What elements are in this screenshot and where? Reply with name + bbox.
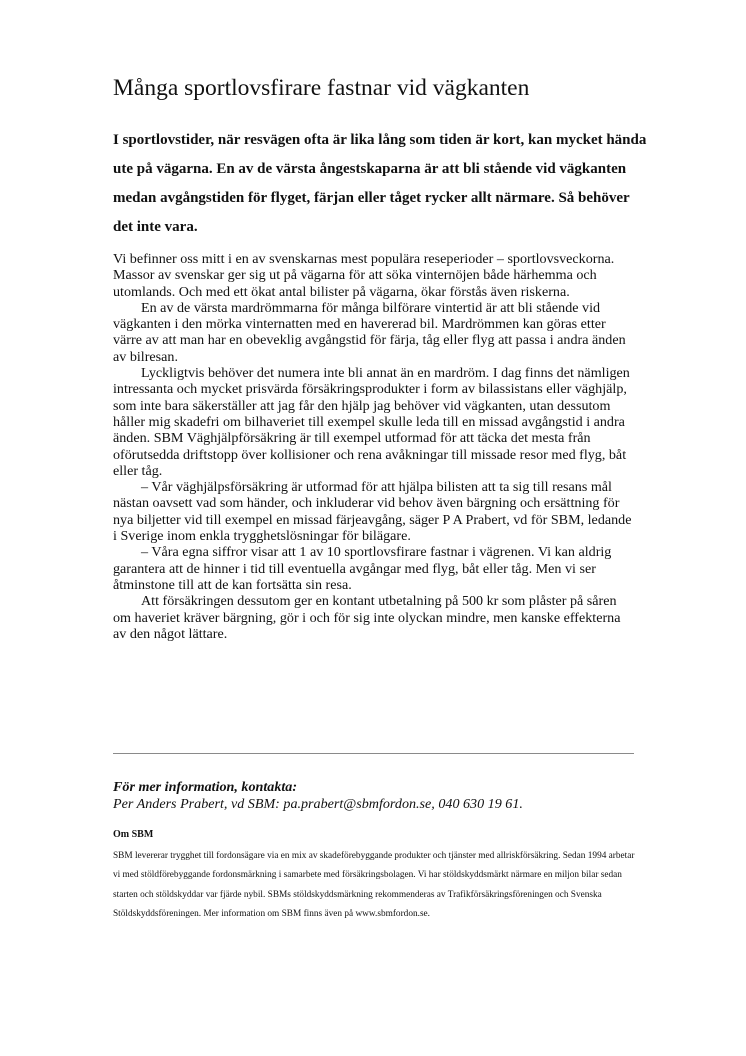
about-heading: Om SBM [113,829,154,840]
body-paragraph: Att försäkringen dessutom ger en kontant utbetalning på 500 kr som plåster på såren om haveriet kräver bärgning, gör i och för sig inte olyckan mindre, men kanske effekterna av den något lättare. [113,593,621,642]
article-body [113,251,635,642]
body-paragraph: En av de värsta mardrömmarna för många bilförare vintertid är att bli stående vid vägkanten i den mörka vinternatten med en havererad bil. Mardrömmen kan göras etter värre av att man har en obeveklig avgångstid för färja, tåg eller flyg att passa i andra änden av bilresan. [113,299,626,365]
contact-line: Per Anders Prabert, vd SBM: pa.prabert@sbmfordon.se, 040 630 19 61. [113,796,523,812]
about-section [113,828,635,925]
section-divider [113,753,634,754]
body-paragraph: Lyckligtvis behöver det numera inte bli annat än en mardröm. I dag finns det nämligen intressanta och mycket prisvärda försäkringsprodukter i form av bilassistans eller väghjälp, som inte bara säkerställer att jag får den hjälp jag behöver vid vägkanten, utan dessutom håller mig skadefri om bilhaveriet till exempel skulle leda till en missad avgångstid i andra änden. SBM Väghjälpförsäkring är till exempel utformad för att täcka det mesta från oförutsedda driftstopp över kollisioner och rena avåkningar till missade resor med flyg, båt eller tåg. [113,365,630,479]
body-paragraph: – Vår väghjälpsförsäkring är utformad för att hjälpa bilisten att ta sig till resans mål nästan oavsett vad som händer, och inkluderar vid behov även bärgning och ersättning för nya biljetter vid till exempel en missad färjeavgång, säger P A Prabert, vd för SBM, ledande i Sverige inom enkla trygghetslösningar för bilägare. [113,479,632,545]
body-paragraph: – Våra egna siffror visar att 1 av 10 sportlovsfirare fastnar i vägrenen. Vi kan aldrig garantera att de hinner i tid till eventuella avgångar med flyg, båt eller tåg. Men vi ser åtminstone till att de kan fortsätta sin resa. [113,544,612,593]
article-title: Många sportlovsfirare fastnar vid vägkanten [113,75,530,101]
body-paragraph: Vi befinner oss mitt i en av svenskarnas mest populära reseperioder – sportlovsveckorna. Massor av svenskar ger sig ut på vägarna för att söka vinternöjen både härhemma och utomlands. Och med ett ökat antal bilister på vägarna, ökar förstås även riskerna. [113,251,615,300]
about-text: SBM levererar trygghet till fordonsägare via en mix av skadeförebyggande produkter och tjänster med allriskförsäkring. Sedan 1994 arbetar vi med stöldförebyggande fordonsmärkning i samarbete med försäkringsbolagen. Vi har stöldskyddsmärkt närmare en miljon bilar sedan starten och stöldskyddar var fjärde nybil. SBMs stöldskyddsmärkning rekommenderas av Trafikförsäkringsföreningen och Svenska Stöldskyddsföreningen. Mer information om SBM finns även på www.sbmfordon.se. [113,851,635,920]
contact-heading: För mer information, kontakta: [113,779,298,795]
contact-block [113,779,653,813]
article-lead: I sportlovstider, när resvägen ofta är lika lång som tiden är kort, kan mycket hända ute på vägarna. En av de värsta ångestskaparna är att bli stående vid vägkanten medan avgångstiden för flyget, färjan eller tåget rycker allt närmare. Så behöver det inte vara. [113,132,647,235]
